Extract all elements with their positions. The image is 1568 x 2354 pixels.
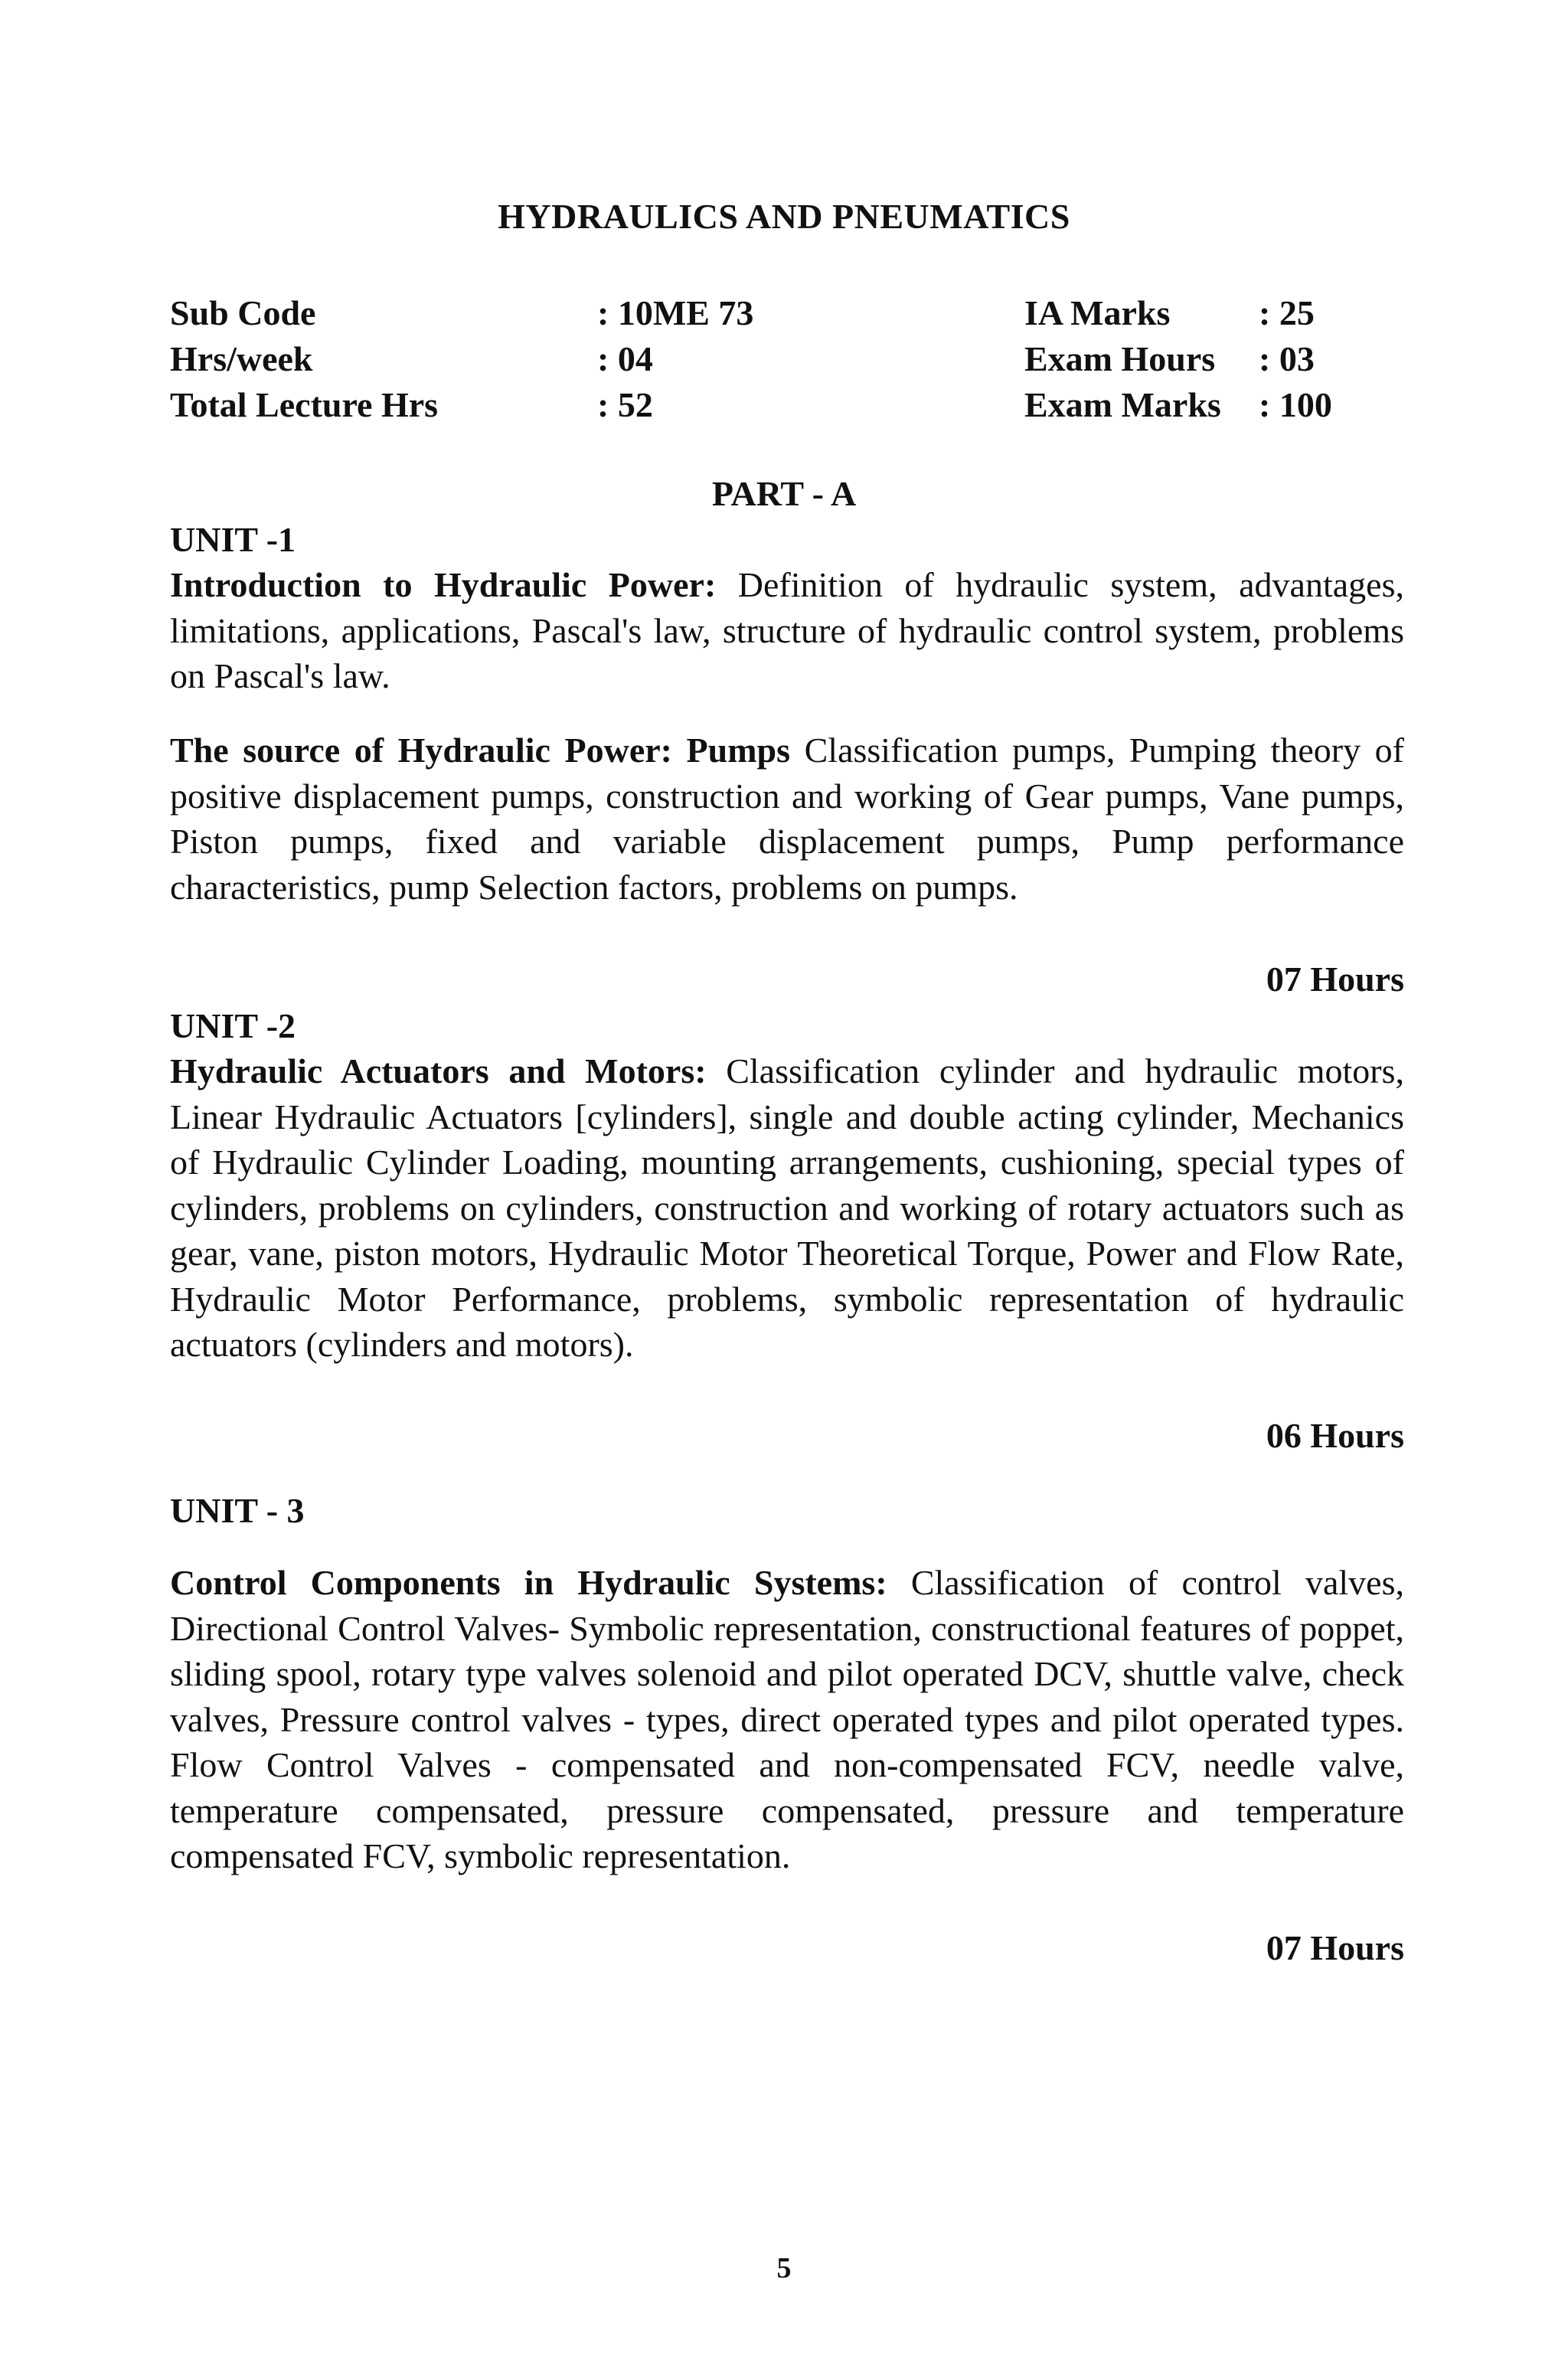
- paragraph-lead: The source of Hydraulic Power: Pumps: [170, 731, 791, 770]
- unit-2-heading: UNIT -2: [170, 1006, 296, 1045]
- unit-1-heading: UNIT -1: [170, 520, 296, 559]
- meta-right-value: : 25: [1259, 293, 1315, 332]
- meta-value: : 10ME 73: [597, 293, 754, 332]
- unit-1-hours: 07 Hours: [1266, 960, 1404, 999]
- meta-label: Hrs/week: [170, 339, 313, 378]
- unit-2-hours: 06 Hours: [1266, 1416, 1404, 1455]
- meta-right-label: Exam Marks: [1024, 385, 1221, 424]
- meta-right-value: : 03: [1259, 339, 1315, 378]
- meta-row-total-lecture-hrs: [0, 384, 1568, 430]
- document-title: HYDRAULICS AND PNEUMATICS: [498, 197, 1070, 236]
- unit-2-paragraph-1: [170, 1048, 1404, 1368]
- meta-label: Total Lecture Hrs: [170, 385, 439, 424]
- paragraph-lead: Introduction to Hydraulic Power:: [170, 565, 717, 604]
- meta-label: Sub Code: [170, 293, 316, 332]
- unit-3-paragraph-1: [170, 1560, 1404, 1879]
- meta-row-sub-code: [0, 293, 1568, 338]
- part-heading: PART - A: [711, 474, 857, 513]
- unit-3-hours: 07 Hours: [1266, 1928, 1404, 1967]
- paragraph-lead: Control Components in Hydraulic Systems:: [170, 1563, 887, 1602]
- unit-1-paragraph-1: [170, 562, 1404, 699]
- paragraph-lead: Hydraulic Actuators and Motors:: [170, 1051, 707, 1090]
- paragraph-text: Definition of hydraulic system, advantages, limitations, applications, Pascal's law, structure of hydraulic control system, problems on Pascal's law.: [170, 565, 1404, 695]
- meta-right-value: : 100: [1259, 385, 1332, 424]
- paragraph-text: Classification of control valves, Directional Control Valves- Symbolic representation, constructional features of poppet, sliding spool, rotary type valves solenoid and pilot operated DCV, shuttle valve, check valves, Pressure control valves - types, direct operated types and pilot operated types. Flow Control Valves - compensated and non-compensated FCV, needle valve, temperature compensated, pressure compensated, pressure and temperature compensated FCV, symbolic representation.: [170, 1563, 1404, 1875]
- meta-value: : 52: [597, 385, 653, 424]
- unit-3-heading: UNIT - 3: [170, 1491, 305, 1530]
- meta-right-label: Exam Hours: [1024, 339, 1216, 378]
- page-number: 5: [776, 2252, 792, 2284]
- meta-value: : 04: [597, 339, 653, 378]
- paragraph-text: Classification cylinder and hydraulic motors, Linear Hydraulic Actuators [cylinders], single and double acting cylinder, Mechanics of Hydraulic Cylinder Loading, mounting arrangements, cushioning, special types of cylinders, problems on cylinders, construction and working of rotary actuators such as gear, vane, piston motors, Hydraulic Motor Theoretical Torque, Power and Flow Rate, Hydraulic Motor Performance, problems, symbolic representation of hydraulic actuators (cylinders and motors).: [170, 1051, 1405, 1364]
- meta-right-label: IA Marks: [1024, 293, 1171, 332]
- unit-1-paragraph-2: [170, 727, 1404, 910]
- meta-row-hrs-week: [0, 338, 1568, 384]
- paragraph-text: Classification pumps, Pumping theory of positive displacement pumps, construction and working of Gear pumps, Vane pumps, Piston pumps, fixed and variable displacement pumps, Pump performance characteristics, pump Selection factors, problems on pumps.: [170, 731, 1404, 907]
